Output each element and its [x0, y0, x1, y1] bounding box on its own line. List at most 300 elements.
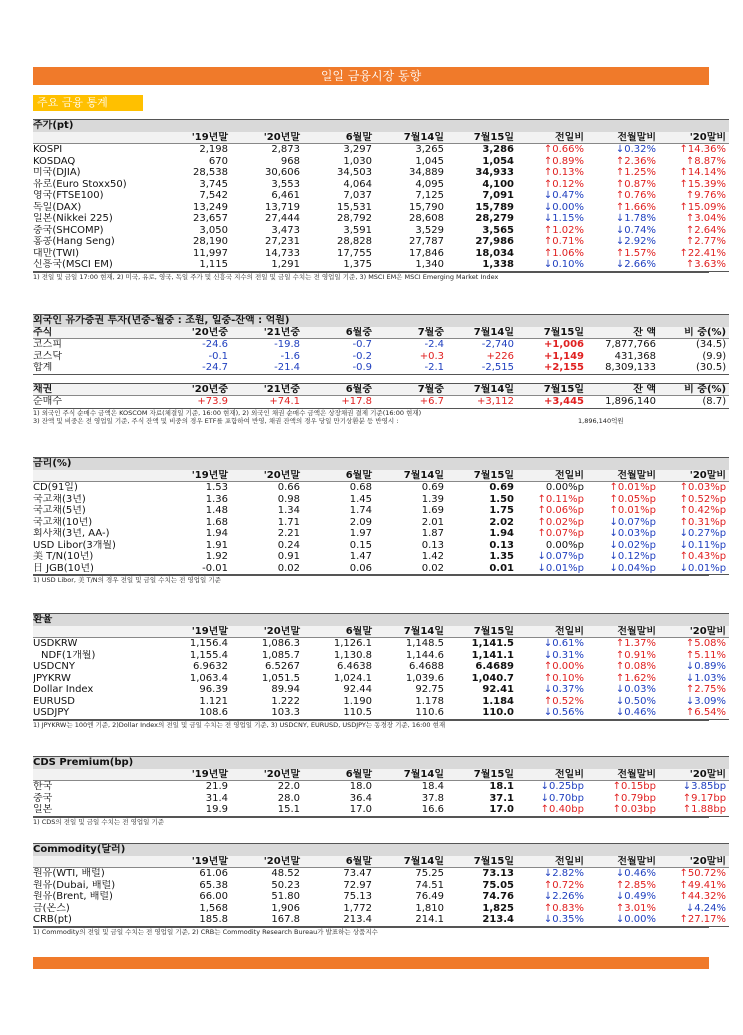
arrow-up-icon: ↑	[609, 505, 618, 516]
header-row	[33, 327, 729, 339]
table-row	[33, 563, 729, 575]
arrow-down-icon: ↓	[679, 539, 688, 551]
cell-value: 3,745	[199, 178, 228, 190]
cell-value: 213.4	[447, 914, 517, 926]
cell-value: 110.6	[375, 707, 447, 719]
arrow-up-icon: ↑	[543, 155, 553, 167]
cell-value: 28,279	[475, 213, 514, 224]
arrow-down-icon: ↓	[543, 201, 553, 213]
cell-value: 0.13	[421, 539, 444, 551]
change-cell	[659, 696, 729, 708]
cell-value: -1.6	[280, 350, 300, 362]
cell-value: -24.7	[161, 362, 231, 374]
change-cell	[659, 482, 729, 494]
cell-value: 1.190	[343, 695, 372, 707]
cell-value: 1,130.8	[333, 649, 372, 661]
arrow-down-icon: ↓	[543, 259, 553, 270]
table-row	[33, 156, 729, 168]
arrow-up-icon: ↑	[685, 707, 695, 718]
cell-value: 75.05	[482, 879, 514, 891]
cell-value: 6.4638	[337, 661, 372, 672]
column-header: 전일비	[517, 132, 587, 144]
column-header: 7월14일	[375, 856, 447, 868]
change-value: 0.76%	[624, 190, 656, 201]
change-value: 0.47%	[552, 190, 584, 201]
header-row	[33, 626, 729, 638]
arrow-up-icon: ↑	[679, 482, 688, 493]
column-header: 비 중(%)	[659, 327, 729, 339]
table-row	[33, 494, 729, 506]
change-cell	[659, 259, 729, 271]
cell-value: 0.66	[277, 482, 300, 493]
change-value: 15.39%	[687, 178, 727, 190]
change-cell	[659, 505, 729, 517]
header-row	[33, 856, 729, 868]
row-label: 신흥국(MSCI EM)	[33, 259, 161, 271]
cell-value: 1,148.5	[405, 638, 444, 649]
cell-value: -21.4	[231, 362, 303, 374]
arrow-up-icon: ↑	[679, 868, 688, 879]
cell-value: 18,034	[475, 247, 514, 259]
cell-value: 65.38	[199, 879, 228, 891]
cell-value: 92.75	[415, 684, 444, 695]
spacer-row	[33, 374, 729, 383]
column-header: '20말비	[659, 132, 729, 144]
cell-value: 75.13	[343, 891, 372, 902]
cell-value: 51.80	[271, 891, 300, 902]
table-row	[33, 236, 729, 248]
row-label: NDF(1개월)	[41, 649, 96, 661]
column-header: '19년말	[161, 856, 231, 868]
row-label: Dollar Index	[33, 684, 94, 695]
change-value: 0.31%p	[687, 516, 727, 528]
column-header: 7월14일	[447, 383, 517, 396]
cell-value: 14,733	[265, 247, 300, 259]
arrow-up-icon: ↑	[685, 224, 695, 236]
column-header: 7월중	[375, 383, 447, 396]
table-row	[33, 707, 729, 719]
row-label: JPYKRW	[33, 672, 71, 684]
change-value: 1.15%	[552, 213, 584, 224]
row-label: 日 JGB(10년)	[33, 563, 161, 575]
column-header: 전일비	[517, 626, 587, 638]
cell-value: 1.75	[489, 505, 514, 516]
arrow-down-icon: ↓	[615, 891, 625, 902]
cell-value: 37.8	[421, 792, 444, 804]
change-value: 0.56%	[552, 707, 584, 718]
arrow-up-icon: ↑	[679, 144, 688, 155]
change-cell	[659, 804, 729, 816]
table-row	[33, 144, 729, 156]
change-cell	[659, 891, 729, 903]
cell-value: 3,265	[415, 144, 444, 155]
cell-value: -2,515	[447, 362, 517, 374]
column-header: '20년말	[231, 132, 303, 144]
cell-value: 76.49	[415, 891, 444, 902]
change-cell	[587, 891, 659, 903]
row-label: 한국	[33, 781, 53, 792]
table-row	[33, 167, 729, 179]
table-row	[33, 781, 729, 793]
change-value: 0.07%p	[545, 528, 584, 539]
change-value: 9.76%	[694, 190, 727, 201]
cell-value: 7,037	[343, 190, 372, 201]
arrow-down-icon: ↓	[543, 891, 553, 902]
change-cell	[517, 650, 587, 662]
column-header: 6월말	[303, 856, 375, 868]
cell-value: (30.5)	[659, 362, 729, 374]
section-title-row	[33, 120, 729, 132]
change-value: 1.06%	[552, 247, 584, 259]
cell-value: 1,024.1	[333, 672, 372, 684]
cell-value: 92.44	[343, 684, 372, 695]
cell-value: 17,755	[337, 247, 372, 259]
change-cell	[587, 914, 659, 926]
change-cell	[517, 880, 587, 892]
arrow-down-icon: ↓	[685, 695, 695, 707]
column-header: 주식	[33, 327, 161, 339]
change-value: 9.17bp	[691, 792, 727, 804]
column-header: 6월말	[303, 470, 375, 482]
change-cell	[659, 144, 729, 156]
change-value: 3.85bp	[691, 781, 727, 792]
section-title-row	[33, 458, 729, 470]
change-value: 0.01%p	[617, 505, 656, 516]
cell-value: 1,141.5	[471, 638, 514, 649]
row-label: USDKRW	[33, 638, 78, 649]
change-cell	[587, 248, 659, 260]
section-title: CDS Premium(bp)	[33, 757, 729, 769]
change-cell	[587, 494, 659, 506]
cell-value: -2.4	[424, 339, 444, 350]
cell-value: 3,050	[199, 224, 228, 236]
row-label: 원유(WTI, 배럴)	[33, 868, 105, 879]
change-cell	[517, 190, 587, 202]
column-header: 전월말비	[587, 856, 659, 868]
change-cell	[659, 781, 729, 793]
cell-value: 1,156.4	[189, 638, 228, 649]
column-header: 전월말비	[587, 626, 659, 638]
cell-value: 1.92	[205, 551, 228, 562]
table-row	[33, 903, 729, 915]
cell-value: 73.47	[343, 868, 372, 879]
change-value: 1.62%	[624, 672, 656, 684]
arrow-up-icon: ↑	[679, 247, 688, 259]
cell-value: 0.91	[277, 551, 300, 562]
cell-value: 1,340	[375, 259, 447, 271]
change-cell	[517, 661, 587, 673]
change-cell	[587, 144, 659, 156]
column-header: '20말비	[659, 626, 729, 638]
cell-value: 1,338	[447, 259, 517, 271]
row-label: USDJPY	[33, 707, 161, 719]
change-value: 2.92%	[624, 236, 656, 247]
change-cell	[659, 563, 729, 575]
cell-value: -2.1	[375, 362, 447, 374]
cell-value: 1.121	[199, 695, 228, 707]
change-cell	[587, 673, 659, 685]
table-row	[33, 650, 729, 662]
column-header: '20년말	[231, 769, 303, 781]
change-cell	[517, 248, 587, 260]
cell-value: 1,896,140	[587, 396, 659, 409]
column-header: '19년말	[161, 470, 231, 482]
arrow-up-icon: ↑	[543, 167, 553, 178]
change-value: 2.85%	[624, 879, 656, 891]
arrow-down-icon: ↓	[685, 661, 695, 672]
arrow-up-icon: ↑	[615, 247, 625, 259]
cell-value: 1,039.6	[405, 672, 444, 684]
cell-value: 30,606	[265, 167, 300, 178]
arrow-up-icon: ↑	[612, 781, 622, 792]
table-row	[33, 696, 729, 708]
cell-value: 1.35	[489, 551, 514, 562]
change-cell	[517, 903, 587, 915]
stocks-section	[33, 119, 727, 281]
change-value: 5.08%	[694, 638, 727, 649]
cell-value: 968	[280, 155, 300, 167]
change-cell	[587, 225, 659, 237]
arrow-down-icon: ↓	[615, 213, 625, 224]
cell-value: 431,368	[614, 350, 656, 362]
column-header: '20년중	[161, 327, 231, 339]
column-header: '20말비	[659, 470, 729, 482]
row-label: 영국(FTSE100)	[33, 190, 104, 201]
column-header: 전월말비	[587, 769, 659, 781]
column-header: '20말비	[659, 856, 729, 868]
arrow-up-icon: ↑	[685, 649, 695, 661]
change-cell	[587, 505, 659, 517]
row-label: USD Libor(3개월)	[33, 539, 116, 551]
arrow-up-icon: ↑	[679, 551, 688, 562]
arrow-up-icon: ↑	[615, 178, 625, 190]
table-row	[33, 351, 729, 363]
change-value: 0.11%p	[545, 493, 584, 505]
cell-value: 8,309,133	[587, 362, 659, 374]
cell-value: 89.94	[271, 684, 300, 695]
cell-value: 1,772	[343, 902, 372, 914]
cell-value: (9.9)	[702, 350, 727, 362]
arrow-down-icon: ↓	[609, 539, 618, 551]
change-cell	[659, 707, 729, 719]
change-value: 5.11%	[694, 649, 727, 661]
arrow-down-icon: ↓	[540, 792, 550, 804]
change-cell	[587, 167, 659, 179]
column-header: 잔 액	[587, 327, 659, 339]
change-cell	[517, 638, 587, 650]
change-value: 0.74%	[624, 224, 656, 236]
change-cell	[517, 225, 587, 237]
arrow-up-icon: ↑	[612, 804, 622, 815]
change-cell	[517, 517, 587, 529]
cell-value: 1.42	[421, 551, 444, 562]
change-cell	[659, 903, 729, 915]
table-row	[33, 551, 729, 563]
cell-value: +3,445	[517, 396, 587, 409]
change-cell	[587, 707, 659, 719]
arrow-down-icon: ↓	[615, 236, 625, 247]
change-cell	[587, 868, 659, 880]
column-header: '20말비	[659, 769, 729, 781]
column-header: '21년중	[231, 383, 303, 396]
footnote: 1) 전일 및 금일 17:00 현재, 2) 미국, 유로, 영국, 독일 주가 및 신흥국 지수의 전일 및 금일 수치는 전 영업일 기준, 3) MSCI EM은 MSCI Emerging Market Index	[33, 272, 709, 281]
change-value: 0.05%p	[617, 493, 656, 505]
report-title: 일일 금융시장 동향	[33, 67, 709, 85]
cell-value: 1.69	[421, 505, 444, 516]
column-header: 전월말비	[587, 470, 659, 482]
table-row	[33, 793, 729, 805]
column-header: 7월15일	[447, 626, 517, 638]
change-cell	[659, 213, 729, 225]
arrow-up-icon: ↑	[615, 167, 625, 178]
cell-value: 4,095	[415, 178, 444, 190]
arrow-down-icon: ↓	[615, 224, 625, 236]
cell-value: -0.9	[303, 362, 375, 374]
column-header: 전일비	[517, 856, 587, 868]
row-label: CRB(pt)	[33, 914, 161, 926]
change-cell	[587, 213, 659, 225]
arrow-up-icon: ↑	[537, 516, 546, 528]
table-row	[33, 880, 729, 892]
change-value: 0.42%p	[687, 505, 727, 516]
cell-value: 3,286	[482, 144, 514, 155]
header-row	[33, 132, 729, 144]
cell-value: 17.0	[303, 804, 375, 816]
arrow-up-icon: ↑	[682, 804, 692, 815]
change-cell	[659, 684, 729, 696]
cell-value: -19.8	[274, 339, 300, 350]
arrow-up-icon: ↑	[685, 236, 695, 247]
arrow-up-icon: ↑	[543, 672, 553, 684]
arrow-up-icon: ↑	[543, 661, 553, 672]
column-header: '19년말	[161, 769, 231, 781]
table-row	[33, 396, 729, 409]
column-header: '20년말	[231, 626, 303, 638]
change-value: 0.07%p	[617, 516, 656, 528]
change-cell	[587, 650, 659, 662]
change-value: 0.00%	[552, 661, 584, 672]
change-value: 0.89%	[552, 155, 584, 167]
arrow-up-icon: ↑	[615, 638, 625, 649]
column-header: 7월14일	[375, 626, 447, 638]
cell-value: 3,553	[271, 178, 300, 190]
change-value: 44.32%	[687, 891, 727, 902]
change-value: 0.61%	[552, 638, 584, 649]
row-label: 중국	[33, 792, 53, 804]
change-value: 0.07%p	[545, 551, 584, 562]
cell-value: 0.69	[489, 482, 514, 493]
table-row	[33, 673, 729, 685]
arrow-down-icon: ↓	[615, 914, 625, 925]
cell-value: 3,473	[271, 224, 300, 236]
change-value: 8.87%	[694, 155, 727, 167]
change-cell	[517, 804, 587, 816]
column-header: 7월15일	[447, 856, 517, 868]
cell-value: 48.52	[271, 868, 300, 879]
cell-value: 1.94	[489, 528, 514, 539]
arrow-down-icon: ↓	[543, 868, 553, 879]
header-empty	[33, 470, 161, 482]
change-value: 0.50%	[624, 695, 656, 707]
table-row	[33, 213, 729, 225]
cell-value: 13,719	[265, 201, 300, 213]
arrow-down-icon: ↓	[615, 868, 625, 879]
cell-value: 0.24	[277, 539, 300, 551]
column-header: 7월14일	[375, 132, 447, 144]
cell-value: 110.0	[447, 707, 517, 719]
arrow-down-icon: ↓	[540, 781, 550, 792]
column-header: '20년말	[231, 856, 303, 868]
footnote-value: 1,896,140억원	[578, 416, 624, 425]
change-cell	[517, 179, 587, 191]
table-row	[33, 339, 729, 351]
column-header: 비 중(%)	[659, 383, 729, 396]
change-cell	[587, 540, 659, 552]
change-cell	[517, 551, 587, 563]
cell-value: 1,906	[271, 902, 300, 914]
cell-value: 19.9	[161, 804, 231, 816]
cell-value: 1.34	[277, 505, 300, 516]
row-label: 홍콩(Hang Seng)	[33, 236, 115, 247]
change-cell	[659, 673, 729, 685]
arrow-down-icon: ↓	[615, 707, 625, 718]
arrow-down-icon: ↓	[543, 914, 553, 925]
arrow-up-icon: ↑	[540, 804, 550, 815]
change-value: 1.88bp	[691, 804, 727, 815]
table-row	[33, 482, 729, 494]
cell-value: 75.25	[415, 868, 444, 879]
arrow-down-icon: ↓	[543, 638, 553, 649]
cell-value: 0.06	[303, 563, 375, 575]
cell-value: 15,790	[409, 201, 444, 213]
footnote: 1) USD Libor, 美 T/N의 경우 전일 및 금일 수치는 전 영업일 기준	[33, 575, 709, 584]
footnote: 1) JPYKRW는 100엔 기준, 2)Dollar Index의 전일 및 금일 수치는 전 영업일 기준, 3) USDCNY, EURUSD, USDJPY는 동경장 기준, 16:00 현재	[33, 720, 709, 729]
change-value: 0.91%	[624, 649, 656, 661]
change-cell	[517, 259, 587, 271]
column-header: 전월말비	[587, 132, 659, 144]
column-header: 잔 액	[587, 383, 659, 396]
row-label: 중국(SHCOMP)	[33, 224, 104, 236]
cell-value: 1,144.6	[405, 649, 444, 661]
cell-value: 0.13	[489, 539, 514, 551]
change-value: 0.03%p	[617, 528, 656, 539]
change-value: 3.01%	[624, 902, 656, 914]
table-row	[33, 528, 729, 540]
cell-value: 18.0	[349, 781, 372, 792]
change-cell	[659, 650, 729, 662]
cell-value: +3,112	[447, 396, 517, 409]
section-title: 주가(pt)	[33, 120, 729, 132]
cell-value: (8.7)	[659, 396, 729, 409]
fx-section	[33, 613, 727, 729]
cell-value: 1.48	[205, 505, 228, 516]
column-header: '19년말	[161, 132, 231, 144]
change-cell	[517, 914, 587, 926]
change-value: 27.17%	[687, 914, 727, 925]
cell-value: 6.5267	[265, 661, 300, 672]
cell-value: 34,933	[475, 167, 514, 178]
arrow-up-icon: ↑	[543, 902, 553, 914]
change-cell	[587, 903, 659, 915]
change-value: 2.64%	[694, 224, 727, 236]
cell-value: 17,846	[409, 247, 444, 259]
cell-value: 1,825	[482, 902, 514, 914]
change-value: 4.24%	[694, 902, 727, 914]
arrow-up-icon: ↑	[615, 879, 625, 891]
change-value: 1.37%	[624, 638, 656, 649]
cell-value: 15,789	[475, 201, 514, 213]
row-label: 원유(Brent, 배럴)	[33, 891, 113, 902]
